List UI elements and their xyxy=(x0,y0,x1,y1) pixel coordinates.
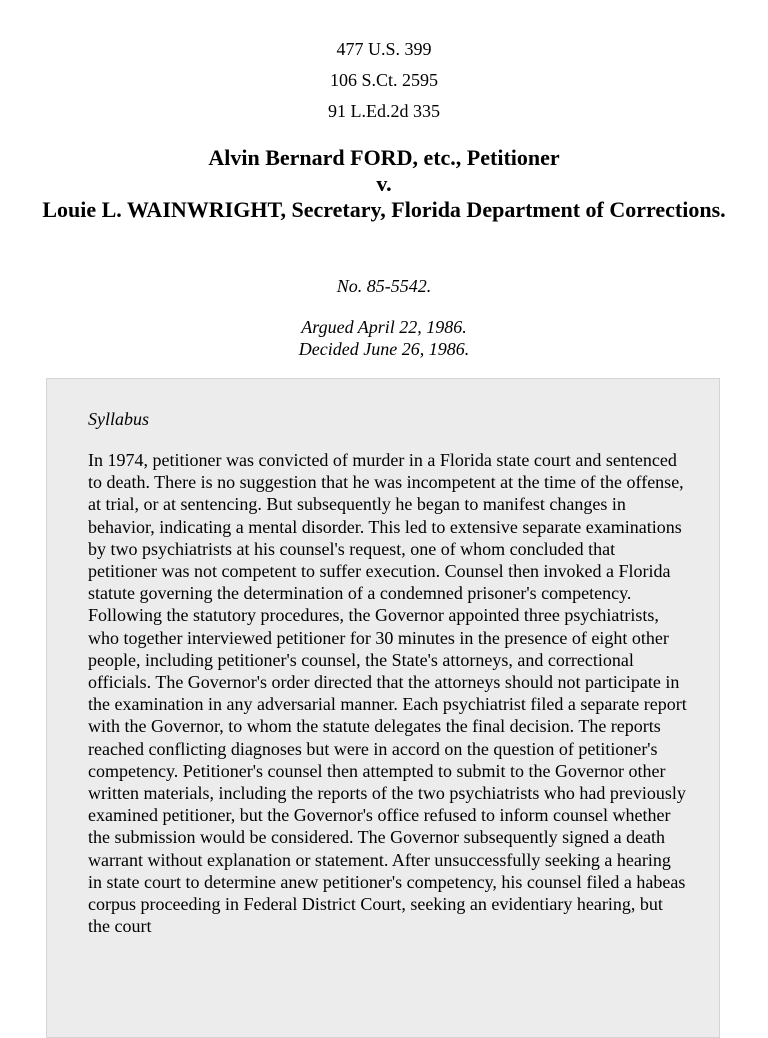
us-reports-citation: 477 U.S. 399 xyxy=(336,39,432,59)
supreme-court-reporter-citation: 106 S.Ct. 2595 xyxy=(329,70,439,90)
versus-label: v. xyxy=(376,171,392,196)
lawyers-edition-citation: 91 L.Ed.2d 335 xyxy=(328,101,440,121)
citations xyxy=(0,34,768,127)
case-title xyxy=(40,145,728,223)
respondent-name: Louie L. WAINWRIGHT, Secretary, Florida Department of Corrections. xyxy=(42,197,726,222)
case-dates xyxy=(0,316,768,360)
decided-date: Decided June 26, 1986. xyxy=(298,339,470,359)
petitioner-name: Alvin Bernard FORD, etc., Petitioner xyxy=(208,145,560,170)
syllabus-panel xyxy=(46,378,720,1038)
syllabus-paragraph: In 1974, petitioner was convicted of murder in a Florida state court and sentenced to death. There is no suggestion that he was incompetent at the time of the offense, at trial, or at sentencing. But subsequently he began to manifest changes in behavior, indicating a mental disorder. This led to extensive separate examinations by two psychiatrists at his counsel's request, one of whom concluded that petitioner was not competent to suffer execution. Counsel then invoked a Florida statute governing the determination of a condemned prisoner's competency. Following the statutory procedures, the Governor appointed three psychiatrists, who together interviewed petitioner for 30 minutes in the presence of eight other people, including petitioner's counsel, the State's attorneys, and correctional officials. The Governor's order directed that the attorneys should not participate in the examination in any adversarial manner. Each psychiatrist filed a separate report with the Governor, to whom the statute delegates the final decision. The reports reached conflicting diagnoses but were in accord on the question of petitioner's competency. Petitioner's counsel then attempted to submit to the Governor other written materials, including the reports of the two psychiatrists who had previously examined petitioner, but the Governor's office refused to inform counsel whether the submission would be considered. The Governor subsequently signed a death warrant without explanation or statement. After unsuccessfully seeking a hearing in state court to determine anew petitioner's competency, his counsel filed a habeas corpus proceeding in Federal District Court, seeking an evidentiary hearing, but the court xyxy=(88,450,687,937)
docket-number: No. 85-5542. xyxy=(336,276,432,296)
syllabus-heading: Syllabus xyxy=(88,409,149,429)
argued-date: Argued April 22, 1986. xyxy=(301,317,467,337)
